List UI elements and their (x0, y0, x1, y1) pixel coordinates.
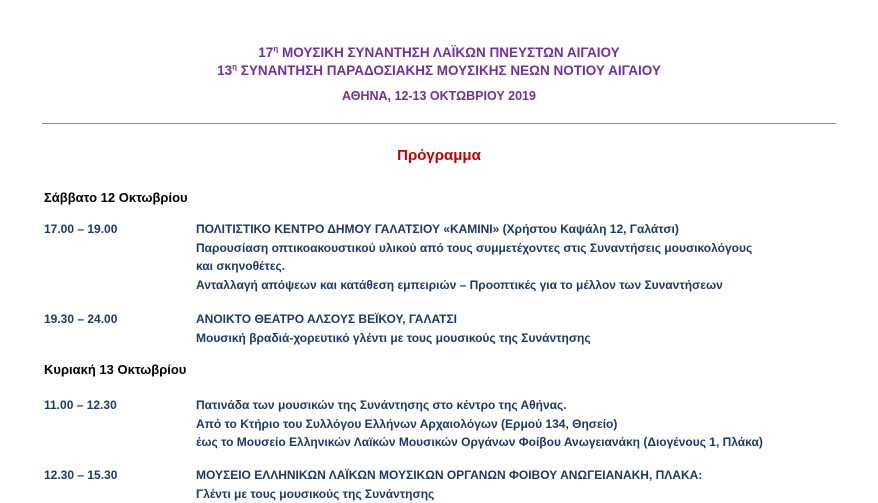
slot-time: 17.00 – 19.00 (44, 220, 184, 239)
slot-line: και σκηνοθέτες. (196, 257, 841, 276)
slot-description (196, 310, 841, 347)
day-label-saturday: Σάββατο 12 Οκτωβρίου (44, 190, 188, 205)
header-line-1-superscript: η (273, 45, 278, 54)
slot-time: 12.30 – 15.30 (44, 466, 184, 485)
header-line-2-number: 13 (217, 63, 232, 78)
slot-description (196, 220, 841, 294)
program-title: Πρόγραμμα (0, 147, 878, 164)
header-line-1 (0, 44, 878, 62)
header-line-1-text: ΜΟΥΣΙΚΗ ΣΥΝΑΝΤΗΣΗ ΛΑΪΚΩΝ ΠΝΕΥΣΤΩΝ ΑΙΓΑΙΟΥ (278, 45, 619, 60)
slot-line: Πατινάδα των μουσικών της Συνάντησης στο κέντρο της Αθήνας. (196, 396, 841, 415)
slot-time: 19.30 – 24.00 (44, 310, 184, 329)
header-line-2 (0, 62, 878, 80)
slot-line: ΜΟΥΣΕΙΟ ΕΛΛΗΝΙΚΩΝ ΛΑΪΚΩΝ ΜΟΥΣΙΚΩΝ ΟΡΓΑΝΩΝ ΦΟΙΒΟΥ ΑΝΩΓΕΙΑΝΑΚΗ, ΠΛΑΚΑ: (196, 466, 841, 485)
slot-line: Παρουσίαση οπτικοακουστικού υλικού από τους συμμετέχοντες στις Συναντήσεις μουσικολόγους (196, 239, 841, 258)
slot-description (196, 466, 841, 503)
header-date: ΑΘΗΝΑ, 12-13 ΟΚΤΩΒΡΙΟΥ 2019 (0, 87, 878, 105)
header-divider (42, 123, 836, 124)
slot-line: Από το Κτήριο του Συλλόγου Ελλήνων Αρχαιολόγων (Ερμού 134, Θησείο) (196, 415, 841, 434)
header-line-2-text: ΣΥΝΑΝΤΗΣΗ ΠΑΡΑΔΟΣΙΑΚΗΣ ΜΟΥΣΙΚΗΣ ΝΕΩΝ ΝΟΤΙΟΥ ΑΙΓΑΙΟΥ (237, 63, 661, 78)
header-line-2-superscript: η (232, 63, 237, 72)
slot-description (196, 396, 841, 452)
slot-line: Ανταλλαγή απόψεων και κατάθεση εμπειριών – Προοπτικές για το μέλλον των Συναντήσεων (196, 276, 841, 295)
day-label-sunday: Κυριακή 13 Οκτωβρίου (44, 362, 186, 377)
slot-line: Γλέντι με τους μουσικούς της Συνάντησης (196, 485, 841, 503)
slot-time: 11.00 – 12.30 (44, 396, 184, 415)
slot-line: Μουσική βραδιά-χορευτικό γλέντι με τους μουσικούς της Συνάντησης (196, 329, 841, 348)
document-header (0, 44, 878, 105)
header-line-1-number: 17 (258, 45, 273, 60)
slot-line: ΠΟΛΙΤΙΣΤΙΚΟ ΚΕΝΤΡΟ ΔΗΜΟΥ ΓΑΛΑΤΣΙΟΥ «ΚΑΜΙΝΙ» (Χρήστου Καψάλη 12, Γαλάτσι) (196, 220, 841, 239)
slot-line: ΑΝΟΙΚΤΟ ΘΕΑΤΡΟ ΑΛΣΟΥΣ ΒΕΪΚΟΥ, ΓΑΛΑΤΣΙ (196, 310, 841, 329)
slot-line: έως το Μουσείο Ελληνικών Λαϊκών Μουσικών Οργάνων Φοίβου Ανωγειανάκη (Διογένους 1, Πλάκα) (196, 433, 841, 452)
